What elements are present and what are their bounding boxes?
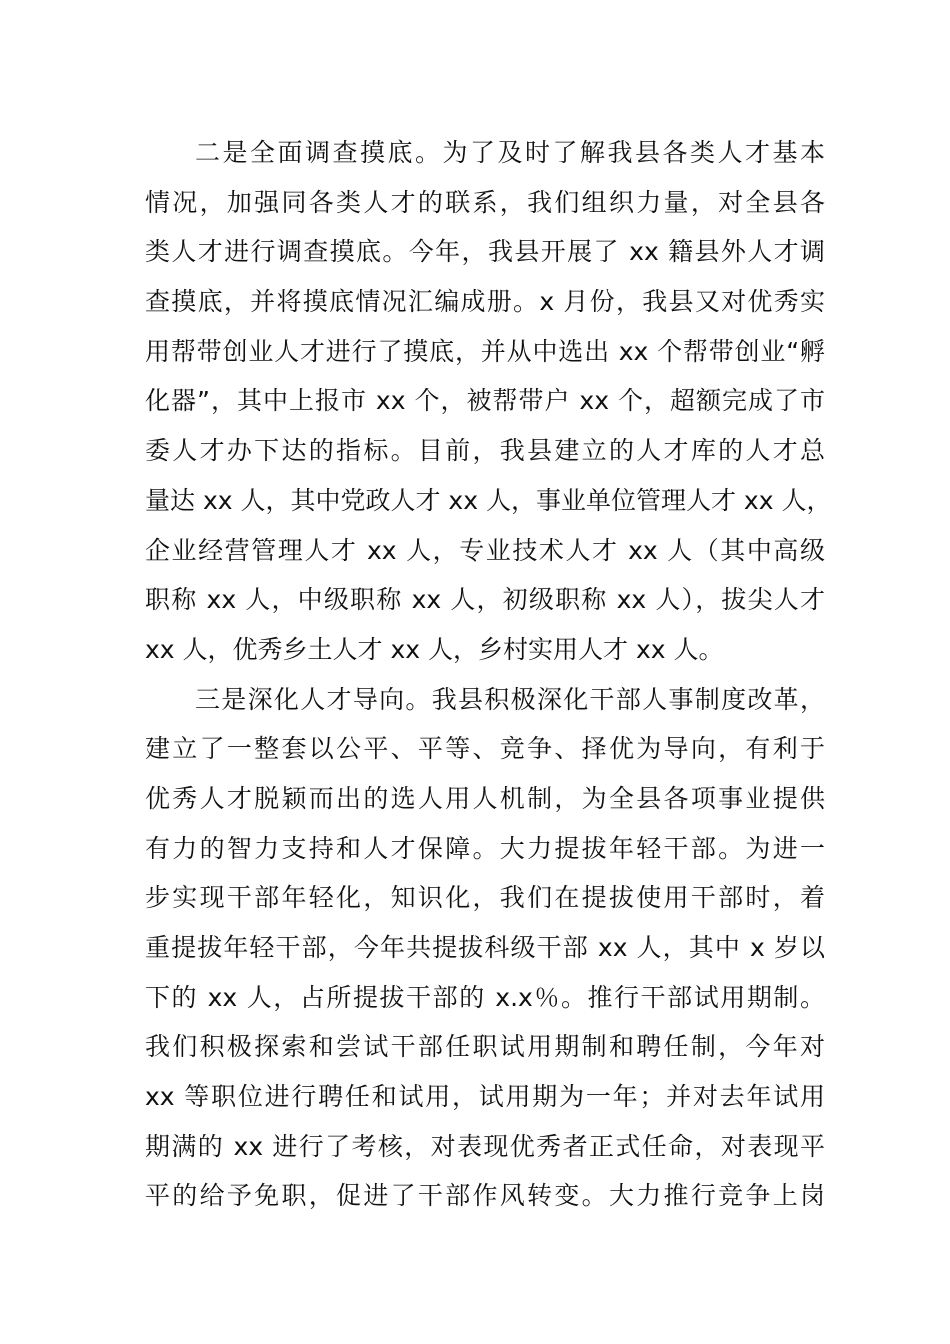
paragraph-line: 查摸底，并将摸底情况汇编成册。x 月份，我县又对优秀实 (145, 287, 825, 317)
paragraph-line: 优秀人才脱颖而出的选人用人机制，为全县各项事业提供 (145, 783, 825, 813)
paragraph-line: 职称 xx 人，中级职称 xx 人，初级职称 xx 人），拔尖人才 (145, 585, 825, 615)
paragraph-line: 情况，加强同各类人才的联系，我们组织力量，对全县各 (145, 187, 825, 217)
paragraph-line: 二是全面调查摸底。为了及时了解我县各类人才基本 (195, 138, 825, 167)
paragraph-line: 期满的 xx 进行了考核，对表现优秀者正式任命，对表现平 (145, 1131, 825, 1161)
paragraph-line: 类人才进行调查摸底。今年，我县开展了 xx 籍县外人才调 (145, 237, 825, 267)
paragraph-line: 步实现干部年轻化，知识化，我们在提拔使用干部时，着 (145, 883, 825, 913)
paragraph-line: 量达 xx 人，其中党政人才 xx 人，事业单位管理人才 xx 人， (145, 485, 832, 515)
paragraph-talent-guidance (145, 675, 825, 1222)
paragraph-line: 下的 xx 人，占所提拔干部的 x.x％。推行干部试用期制。 (145, 982, 825, 1012)
paragraph-line: xx 人，优秀乡土人才 xx 人，乡村实用人才 xx 人。 (145, 634, 724, 664)
paragraph-line: 化器”，其中上报市 xx 个，被帮带户 xx 个，超额完成了市 (145, 386, 825, 416)
paragraph-line: 委人才办下达的指标。目前，我县建立的人才库的人才总 (145, 436, 825, 466)
paragraph-line: 建立了一整套以公平、平等、竞争、择优为导向，有利于 (145, 734, 825, 764)
paragraph-line: xx 等职位进行聘任和试用，试用期为一年；并对去年试用 (145, 1082, 825, 1112)
paragraph-line: 重提拔年轻干部，今年共提拔科级干部 xx 人，其中 x 岁以 (145, 933, 825, 962)
paragraph-line: 我们积极探索和尝试干部任职试用期制和聘任制，今年对 (145, 1032, 825, 1062)
paragraph-talent-survey (145, 128, 832, 675)
paragraph-line: 有力的智力支持和人才保障。大力提拔年轻干部。为进一 (145, 833, 825, 863)
paragraph-line: 企业经营管理人才 xx 人，专业技术人才 xx 人（其中高级 (145, 535, 825, 565)
paragraph-line: 用帮带创业人才进行了摸底，并从中选出 xx 个帮带创业“孵 (145, 336, 825, 366)
paragraph-line: 平的给予免职，促进了干部作风转变。大力推行竞争上岗 (145, 1181, 825, 1211)
paragraph-line: 三是深化人才导向。我县积极深化干部人事制度改革， (195, 684, 825, 714)
document-body (145, 128, 832, 1221)
